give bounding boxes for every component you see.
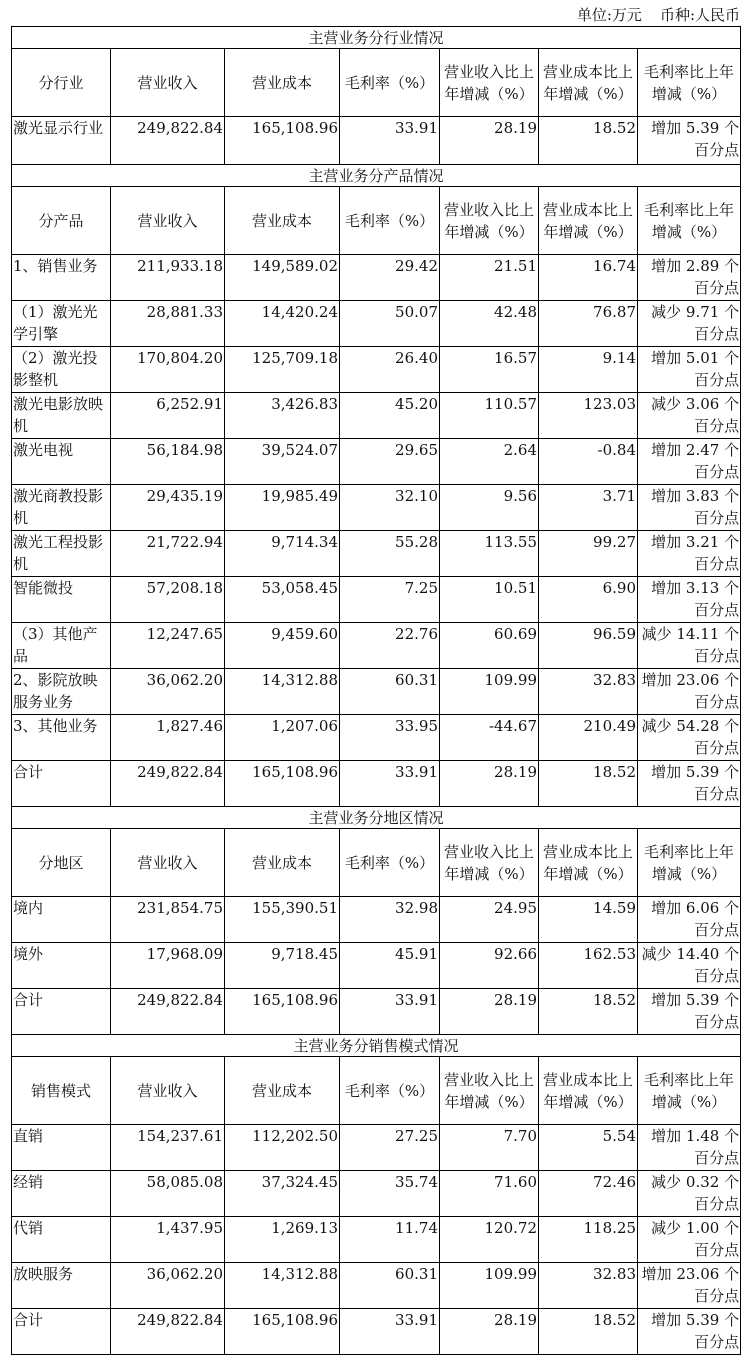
table-row	[12, 393, 741, 439]
row-name: 3、其他业务	[12, 715, 111, 761]
cost-cell: 165,108.96	[225, 117, 340, 165]
revenue-cell: 249,822.84	[111, 117, 225, 165]
table-row	[12, 1125, 741, 1171]
revenue-change-cell: 109.99	[440, 1263, 539, 1309]
section-title: 主营业务分行业情况	[12, 27, 741, 49]
revenue-change-cell: 28.19	[440, 1309, 539, 1355]
margin-change-cell: 减少 1.00 个百分点	[638, 1217, 741, 1263]
margin-change-cell: 增加 5.39 个百分点	[638, 1309, 741, 1355]
row-name: 激光电影放映机	[12, 393, 111, 439]
revenue-cell: 28,881.33	[111, 301, 225, 347]
gross-margin-cell: 22.76	[340, 623, 440, 669]
row-name: 激光工程投影机	[12, 531, 111, 577]
revenue-change-cell: 110.57	[440, 393, 539, 439]
column-header: 毛利率（%）	[340, 1057, 440, 1125]
revenue-change-cell: 24.95	[440, 897, 539, 943]
row-name: 2、影院放映服务业务	[12, 669, 111, 715]
column-header: 营业收入比上年增减（%）	[440, 49, 539, 117]
cost-cell: 165,108.96	[225, 989, 340, 1035]
cost-change-cell: 14.59	[539, 897, 638, 943]
gross-margin-cell: 55.28	[340, 531, 440, 577]
margin-change-cell: 增加 2.47 个百分点	[638, 439, 741, 485]
row-name: 激光商教投影机	[12, 485, 111, 531]
table-row	[12, 1171, 741, 1217]
unit-label: 单位:万元	[576, 6, 642, 24]
column-header: 营业收入比上年增减（%）	[440, 187, 539, 255]
margin-change-cell: 增加 23.06 个百分点	[638, 669, 741, 715]
revenue-change-cell: 71.60	[440, 1171, 539, 1217]
cost-cell: 39,524.07	[225, 439, 340, 485]
cost-cell: 14,312.88	[225, 669, 340, 715]
gross-margin-cell: 32.98	[340, 897, 440, 943]
cost-cell: 9,714.34	[225, 531, 340, 577]
margin-change-cell: 增加 1.48 个百分点	[638, 1125, 741, 1171]
cost-change-cell: 18.52	[539, 761, 638, 807]
cost-cell: 14,312.88	[225, 1263, 340, 1309]
revenue-cell: 249,822.84	[111, 761, 225, 807]
unit-note	[0, 6, 740, 24]
column-header: 毛利率比上年增减（%）	[638, 49, 741, 117]
revenue-cell: 56,184.98	[111, 439, 225, 485]
cost-cell: 1,207.06	[225, 715, 340, 761]
cost-cell: 9,718.45	[225, 943, 340, 989]
section-title-row	[12, 807, 741, 829]
cost-cell: 19,985.49	[225, 485, 340, 531]
column-header: 营业成本	[225, 49, 340, 117]
revenue-change-cell: 60.69	[440, 623, 539, 669]
row-name: 激光电视	[12, 439, 111, 485]
gross-margin-cell: 50.07	[340, 301, 440, 347]
gross-margin-cell: 45.91	[340, 943, 440, 989]
cost-cell: 14,420.24	[225, 301, 340, 347]
cost-change-cell: 16.74	[539, 255, 638, 301]
revenue-cell: 36,062.20	[111, 1263, 225, 1309]
gross-margin-cell: 33.95	[340, 715, 440, 761]
margin-change-cell: 减少 14.11 个百分点	[638, 623, 741, 669]
column-header: 营业成本比上年增减（%）	[539, 1057, 638, 1125]
revenue-change-cell: 7.70	[440, 1125, 539, 1171]
table-row	[12, 1309, 741, 1355]
column-header: 营业成本	[225, 829, 340, 897]
gross-margin-cell: 45.20	[340, 393, 440, 439]
revenue-cell: 36,062.20	[111, 669, 225, 715]
gross-margin-cell: 27.25	[340, 1125, 440, 1171]
cost-change-cell: 18.52	[539, 989, 638, 1035]
row-name: 放映服务	[12, 1263, 111, 1309]
row-name: （1）激光光学引擎	[12, 301, 111, 347]
margin-change-cell: 减少 54.28 个百分点	[638, 715, 741, 761]
row-name: （3）其他产品	[12, 623, 111, 669]
revenue-change-cell: 10.51	[440, 577, 539, 623]
revenue-cell: 21,722.94	[111, 531, 225, 577]
table-row	[12, 623, 741, 669]
cost-change-cell: 72.46	[539, 1171, 638, 1217]
column-header: 营业收入比上年增减（%）	[440, 1057, 539, 1125]
revenue-cell: 57,208.18	[111, 577, 225, 623]
section-title: 主营业务分产品情况	[12, 165, 741, 187]
cost-cell: 53,058.45	[225, 577, 340, 623]
row-name: 经销	[12, 1171, 111, 1217]
table-row	[12, 761, 741, 807]
cost-change-cell: 76.87	[539, 301, 638, 347]
margin-change-cell: 增加 5.39 个百分点	[638, 761, 741, 807]
gross-margin-cell: 33.91	[340, 117, 440, 165]
cost-change-cell: 5.54	[539, 1125, 638, 1171]
margin-change-cell: 增加 3.13 个百分点	[638, 577, 741, 623]
margin-change-cell: 增加 2.89 个百分点	[638, 255, 741, 301]
column-header: 毛利率（%）	[340, 829, 440, 897]
cost-cell: 112,202.50	[225, 1125, 340, 1171]
column-header: 分产品	[12, 187, 111, 255]
revenue-change-cell: 92.66	[440, 943, 539, 989]
revenue-change-cell: 9.56	[440, 485, 539, 531]
column-header: 毛利率（%）	[340, 49, 440, 117]
margin-change-cell: 增加 5.01 个百分点	[638, 347, 741, 393]
margin-change-cell: 减少 9.71 个百分点	[638, 301, 741, 347]
row-name: 境外	[12, 943, 111, 989]
margin-change-cell: 减少 3.06 个百分点	[638, 393, 741, 439]
cost-change-cell: 6.90	[539, 577, 638, 623]
cost-change-cell: 18.52	[539, 1309, 638, 1355]
row-name: 直销	[12, 1125, 111, 1171]
cost-change-cell: 118.25	[539, 1217, 638, 1263]
gross-margin-cell: 60.31	[340, 669, 440, 715]
table-row	[12, 943, 741, 989]
revenue-cell: 249,822.84	[111, 1309, 225, 1355]
section-title-row	[12, 165, 741, 187]
column-header: 营业收入	[111, 49, 225, 117]
table-row	[12, 485, 741, 531]
gross-margin-cell: 7.25	[340, 577, 440, 623]
column-header: 分行业	[12, 49, 111, 117]
table-row	[12, 577, 741, 623]
cost-cell: 1,269.13	[225, 1217, 340, 1263]
cost-cell: 165,108.96	[225, 761, 340, 807]
revenue-change-cell: 42.48	[440, 301, 539, 347]
cost-change-cell: 18.52	[539, 117, 638, 165]
revenue-change-cell: 2.64	[440, 439, 539, 485]
column-header: 营业成本比上年增减（%）	[539, 187, 638, 255]
cost-cell: 165,108.96	[225, 1309, 340, 1355]
cost-cell: 37,324.45	[225, 1171, 340, 1217]
column-header: 毛利率比上年增减（%）	[638, 1057, 741, 1125]
gross-margin-cell: 60.31	[340, 1263, 440, 1309]
margin-change-cell: 增加 23.06 个百分点	[638, 1263, 741, 1309]
table-row	[12, 897, 741, 943]
section-title-row	[12, 1035, 741, 1057]
header-row	[12, 49, 741, 117]
cost-cell: 155,390.51	[225, 897, 340, 943]
column-header: 营业成本	[225, 187, 340, 255]
revenue-cell: 1,437.95	[111, 1217, 225, 1263]
gross-margin-cell: 29.42	[340, 255, 440, 301]
revenue-cell: 154,237.61	[111, 1125, 225, 1171]
cost-cell: 125,709.18	[225, 347, 340, 393]
table-row	[12, 347, 741, 393]
column-header: 营业成本比上年增减（%）	[539, 49, 638, 117]
cost-change-cell: 99.27	[539, 531, 638, 577]
section-title-row	[12, 27, 741, 49]
revenue-cell: 211,933.18	[111, 255, 225, 301]
column-header: 营业收入	[111, 187, 225, 255]
gross-margin-cell: 35.74	[340, 1171, 440, 1217]
row-name: 激光显示行业	[12, 117, 111, 165]
gross-margin-cell: 33.91	[340, 1309, 440, 1355]
gross-margin-cell: 11.74	[340, 1217, 440, 1263]
revenue-cell: 249,822.84	[111, 989, 225, 1035]
column-header: 营业成本比上年增减（%）	[539, 829, 638, 897]
table-row	[12, 117, 741, 165]
table-row	[12, 989, 741, 1035]
header-row	[12, 829, 741, 897]
revenue-change-cell: 120.72	[440, 1217, 539, 1263]
cost-change-cell: 123.03	[539, 393, 638, 439]
revenue-cell: 1,827.46	[111, 715, 225, 761]
cost-change-cell: 32.83	[539, 669, 638, 715]
row-name: 合计	[12, 989, 111, 1035]
column-header: 营业收入	[111, 1057, 225, 1125]
cost-cell: 9,459.60	[225, 623, 340, 669]
gross-margin-cell: 26.40	[340, 347, 440, 393]
revenue-cell: 58,085.08	[111, 1171, 225, 1217]
revenue-cell: 6,252.91	[111, 393, 225, 439]
column-header: 毛利率（%）	[340, 187, 440, 255]
row-name: 1、销售业务	[12, 255, 111, 301]
currency-label: 币种:人民币	[659, 6, 740, 24]
table-row	[12, 1217, 741, 1263]
revenue-change-cell: 21.51	[440, 255, 539, 301]
margin-change-cell: 减少 14.40 个百分点	[638, 943, 741, 989]
gross-margin-cell: 33.91	[340, 989, 440, 1035]
header-row	[12, 187, 741, 255]
gross-margin-cell: 32.10	[340, 485, 440, 531]
cost-change-cell: 162.53	[539, 943, 638, 989]
margin-change-cell: 增加 3.83 个百分点	[638, 485, 741, 531]
row-name: 代销	[12, 1217, 111, 1263]
row-name: （2）激光投影整机	[12, 347, 111, 393]
gross-margin-cell: 29.65	[340, 439, 440, 485]
margin-change-cell: 减少 0.32 个百分点	[638, 1171, 741, 1217]
revenue-change-cell: 28.19	[440, 117, 539, 165]
cost-change-cell: 96.59	[539, 623, 638, 669]
row-name: 智能微投	[12, 577, 111, 623]
table-row	[12, 669, 741, 715]
cost-cell: 3,426.83	[225, 393, 340, 439]
gross-margin-cell: 33.91	[340, 761, 440, 807]
revenue-cell: 170,804.20	[111, 347, 225, 393]
revenue-cell: 29,435.19	[111, 485, 225, 531]
column-header: 毛利率比上年增减（%）	[638, 187, 741, 255]
revenue-cell: 17,968.09	[111, 943, 225, 989]
table-row	[12, 715, 741, 761]
revenue-change-cell: 16.57	[440, 347, 539, 393]
margin-change-cell: 增加 3.21 个百分点	[638, 531, 741, 577]
cost-change-cell: 210.49	[539, 715, 638, 761]
margin-change-cell: 增加 5.39 个百分点	[638, 117, 741, 165]
revenue-change-cell: 28.19	[440, 989, 539, 1035]
section-title: 主营业务分地区情况	[12, 807, 741, 829]
header-row	[12, 1057, 741, 1125]
column-header: 营业成本	[225, 1057, 340, 1125]
revenue-change-cell: 28.19	[440, 761, 539, 807]
row-name: 合计	[12, 761, 111, 807]
column-header: 分地区	[12, 829, 111, 897]
column-header: 营业收入	[111, 829, 225, 897]
column-header: 销售模式	[12, 1057, 111, 1125]
cost-change-cell: 32.83	[539, 1263, 638, 1309]
revenue-cell: 12,247.65	[111, 623, 225, 669]
section-title: 主营业务分销售模式情况	[12, 1035, 741, 1057]
revenue-change-cell: 109.99	[440, 669, 539, 715]
column-header: 毛利率比上年增减（%）	[638, 829, 741, 897]
revenue-change-cell: 113.55	[440, 531, 539, 577]
table-row	[12, 1263, 741, 1309]
column-header: 营业收入比上年增减（%）	[440, 829, 539, 897]
business-table	[11, 26, 741, 1355]
row-name: 合计	[12, 1309, 111, 1355]
table-row	[12, 531, 741, 577]
cost-change-cell: -0.84	[539, 439, 638, 485]
table-row	[12, 439, 741, 485]
revenue-change-cell: -44.67	[440, 715, 539, 761]
row-name: 境内	[12, 897, 111, 943]
cost-change-cell: 3.71	[539, 485, 638, 531]
table-row	[12, 301, 741, 347]
cost-change-cell: 9.14	[539, 347, 638, 393]
revenue-cell: 231,854.75	[111, 897, 225, 943]
margin-change-cell: 增加 6.06 个百分点	[638, 897, 741, 943]
margin-change-cell: 增加 5.39 个百分点	[638, 989, 741, 1035]
cost-cell: 149,589.02	[225, 255, 340, 301]
table-row	[12, 255, 741, 301]
